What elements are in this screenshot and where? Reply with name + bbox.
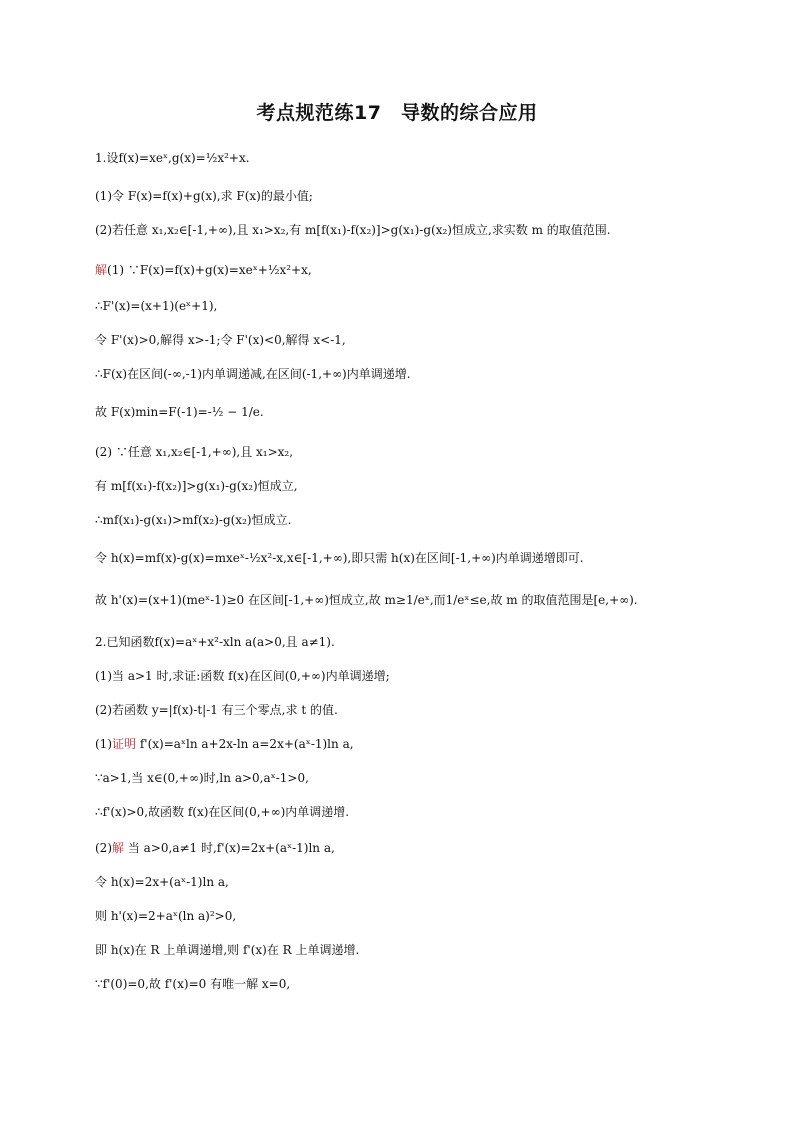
problem-1-statement: 1.设f(x)=xeˣ,g(x)=½x²+x.	[95, 151, 250, 165]
solution-1-line-4: ∴F(x)在区间(-∞,-1)内单调递减,在区间(-1,+∞)内单调递增.	[95, 367, 411, 381]
problem-2-part-2: (2)若函数 y=|f(x)-t|-1 有三个零点,求 t 的值.	[95, 703, 338, 717]
solution-1-line-8: ∴mf(x₁)-g(x₁)>mf(x₂)-g(x₂)恒成立.	[95, 513, 292, 527]
solution-1-line-5: 故 F(x)min=F(-1)=-½ − 1/e.	[95, 405, 264, 419]
solution-1-line-1	[95, 262, 312, 278]
proof-label: 证明	[112, 737, 137, 751]
part-number: (2)	[95, 841, 112, 855]
part-number: (1)	[107, 263, 128, 277]
proof-2-line-3: ∴f'(x)>0,故函数 f(x)在区间(0,+∞)内单调递增.	[95, 805, 350, 819]
problem-2-statement: 2.已知函数f(x)=aˣ+x²-xln a(a>0,且 a≠1).	[95, 635, 335, 649]
solution-2-text: 当 a>0,a≠1 时,f'(x)=2x+(aˣ-1)ln a,	[127, 841, 335, 855]
solution-1-line-6: (2) ∵任意 x₁,x₂∈[-1,+∞),且 x₁>x₂,	[95, 445, 294, 459]
part-number: (1)	[95, 737, 112, 751]
proof-2-line-1	[95, 736, 354, 752]
solution-1-text: ∵F(x)=f(x)+g(x)=xeˣ+½x²+x,	[127, 263, 312, 277]
problem-2-part-1: (1)当 a>1 时,求证:函数 f(x)在区间(0,+∞)内单调递增;	[95, 669, 390, 683]
solution-2-line-1	[95, 840, 335, 856]
solution-2-line-3: 则 h'(x)=2+aˣ(ln a)²>0,	[95, 909, 237, 923]
solution-2-line-2: 令 h(x)=2x+(aˣ-1)ln a,	[95, 875, 229, 889]
problem-1-part-2: (2)若任意 x₁,x₂∈[-1,+∞),且 x₁>x₂,有 m[f(x₁)-f(x₂)]>g(x₁)-g(x₂)恒成立,求实数 m 的取值范围.	[95, 223, 611, 237]
proof-2-text: f'(x)=aˣln a+2x-ln a=2x+(aˣ-1)ln a,	[139, 737, 354, 751]
problem-1-part-1: (1)令 F(x)=f(x)+g(x),求 F(x)的最小值;	[95, 189, 313, 203]
solution-2-line-4: 即 h(x)在 R 上单调递增,则 f'(x)在 R 上单调递增.	[95, 943, 360, 957]
solution-1-line-10: 故 h'(x)=(x+1)(meˣ-1)≥0 在区间[-1,+∞)恒成立,故 m≥1/eˣ,而1/eˣ≤e,故 m 的取值范围是[e,+∞).	[95, 593, 638, 607]
solution-1-line-7: 有 m[f(x₁)-f(x₂)]>g(x₁)-g(x₂)恒成立,	[95, 479, 298, 493]
solution-1-line-3: 令 F'(x)>0,解得 x>-1;令 F'(x)<0,解得 x<-1,	[95, 333, 346, 347]
solution-label: 解	[112, 841, 125, 855]
solution-1-line-2: ∴F'(x)=(x+1)(eˣ+1),	[95, 299, 218, 313]
page-title: 考点规范练17 导数的综合应用	[256, 102, 538, 124]
proof-2-line-2: ∵a>1,当 x∈(0,+∞)时,ln a>0,aˣ-1>0,	[95, 771, 309, 785]
solution-label: 解	[95, 263, 108, 277]
solution-1-line-9: 令 h(x)=mf(x)-g(x)=mxeˣ-½x²-x,x∈[-1,+∞),即只需 h(x)在区间[-1,+∞)内单调递增即可.	[95, 551, 584, 565]
solution-2-line-5: ∵f'(0)=0,故 f'(x)=0 有唯一解 x=0,	[95, 977, 291, 991]
